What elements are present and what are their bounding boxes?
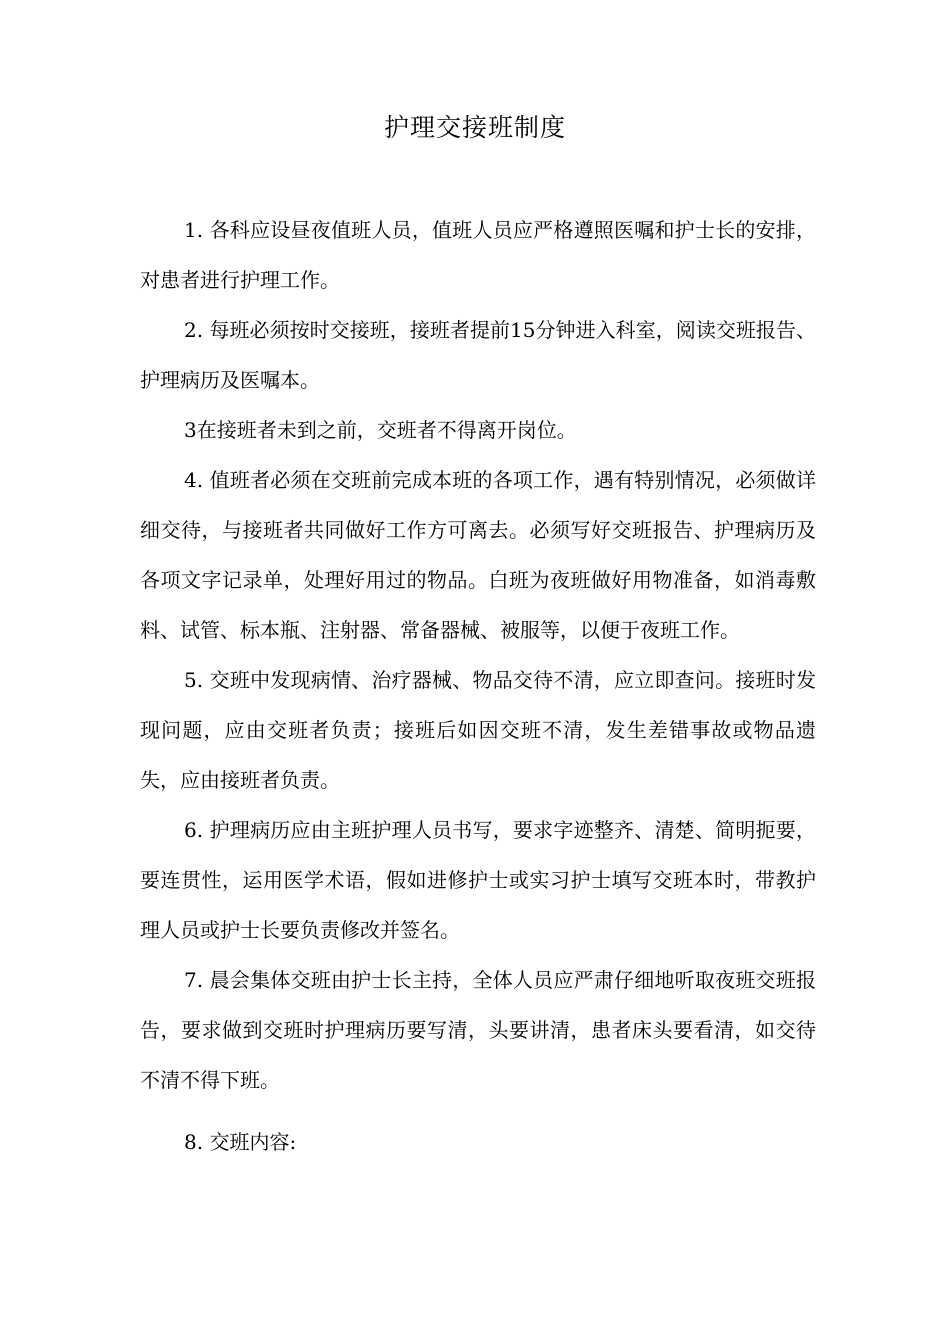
paragraph-2: 2. 每班必须按时交接班，接班者提前15分钟进入科室，阅读交班报告、护理病历及医嘱本。: [140, 318, 816, 392]
paragraph-7: 7. 晨会集体交班由护士长主持，全体人员应严肃仔细地听取夜班交班报告，要求做到交班时护理病历要写清，头要讲清，患者床头要看清，如交待不清不得下班。: [140, 968, 816, 1092]
paragraph-8: 8. 交班内容:: [184, 1130, 297, 1154]
paragraph-4: 4. 值班者必须在交班前完成本班的各项工作，遇有特别情况，必须做详细交待，与接班者共同做好工作方可离去。必须写好交班报告、护理病历及各项文字记录单，处理好用过的物品。白班为夜班做好用物准备，如消毒敷料、试管、标本瓶、注射器、常备器械、被服等，以便于夜班工作。: [140, 468, 816, 642]
document-body: [140, 205, 816, 1167]
paragraph-6: 6. 护理病历应由主班护理人员书写，要求字迹整齐、清楚、简明扼要，要连贯性，运用医学术语，假如进修护士或实习护士填写交班本时，带教护理人员或护士长要负责修改并签名。: [140, 818, 816, 942]
document-title: 护理交接班制度: [383, 113, 566, 142]
paragraph-1: 1. 各科应设昼夜值班人员，值班人员应严格遵照医嘱和护士长的安排，对患者进行护理工作。: [140, 218, 816, 292]
paragraph-5: 5. 交班中发现病情、治疗器械、物品交待不清，应立即查问。接班时发现问题，应由交班者负责；接班后如因交班不清，发生差错事故或物品遗失，应由接班者负责。: [140, 668, 816, 792]
paragraph-3: 3在接班者未到之前，交班者不得离开岗位。: [184, 418, 577, 442]
